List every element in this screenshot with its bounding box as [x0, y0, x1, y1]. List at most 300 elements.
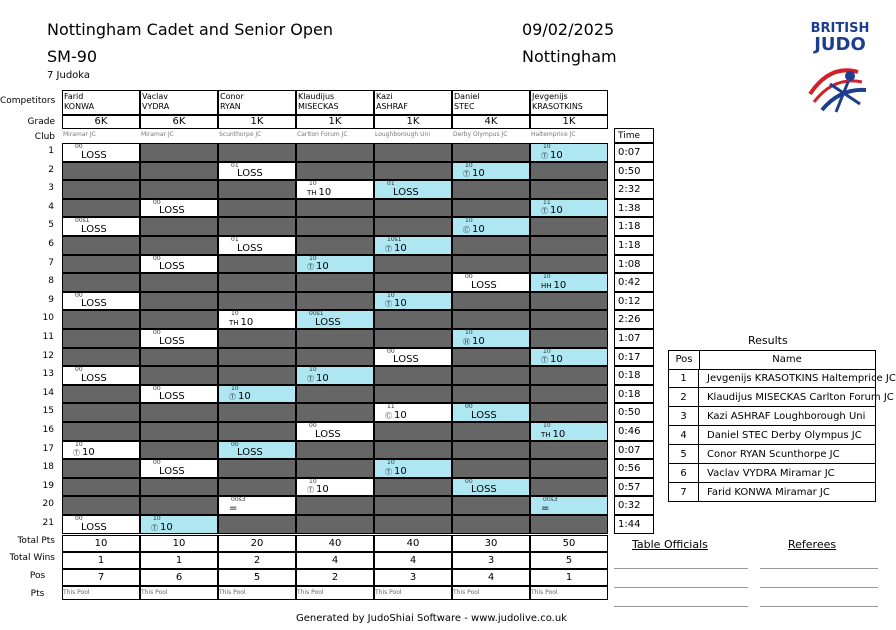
match-result-cell: [530, 273, 608, 292]
match-empty-cell: [374, 496, 452, 515]
match-empty-cell: [452, 180, 530, 199]
grade-cell: 6K: [140, 115, 218, 129]
match-result-cell: [62, 366, 140, 385]
match-empty-cell: [530, 441, 608, 460]
match-result: [81, 522, 107, 533]
match-empty-cell: [452, 459, 530, 478]
official-line-2: [614, 587, 748, 588]
competitor-first-name: Vaclav: [142, 92, 169, 101]
score-detail: 10: [465, 161, 473, 169]
match-result-text: 10: [316, 484, 329, 496]
match-empty-cell: [218, 515, 296, 534]
pts-label: Pts: [30, 589, 45, 599]
score-detail: 11: [387, 403, 395, 411]
match-result-cell: [62, 292, 140, 311]
score-type-icon: Ⓣ: [73, 449, 80, 458]
grade-cell: 1K: [530, 115, 608, 129]
results-pos-header: Pos: [669, 351, 700, 370]
score-detail: 10: [543, 273, 551, 281]
match-empty-cell: [218, 217, 296, 236]
competitor-header: [140, 90, 218, 115]
match-result: [471, 280, 497, 291]
match-result: [159, 466, 185, 477]
match-result-text: 10: [82, 447, 95, 459]
match-empty-cell: [296, 143, 374, 162]
score-detail: 10: [465, 217, 473, 225]
score-detail: 01: [231, 161, 239, 169]
match-result-text: 10: [394, 409, 407, 421]
pool-pts-cell: This Pool: [452, 586, 530, 600]
match-result-cell: [140, 459, 218, 478]
competitor-last-name: MISECKAS: [298, 102, 339, 111]
match-empty-cell: [374, 217, 452, 236]
match-empty-cell: [140, 496, 218, 515]
match-empty-cell: [530, 162, 608, 181]
match-empty-cell: [452, 515, 530, 534]
total-pts-label: Total Pts: [17, 536, 55, 546]
match-time: 0:50: [614, 403, 654, 422]
competitor-last-name: ASHRAF: [376, 102, 408, 111]
score-detail: 10: [231, 310, 239, 318]
match-result-cell: [62, 515, 140, 534]
match-result-text: LOSS: [159, 465, 185, 477]
score-detail: 10: [231, 384, 239, 392]
score-detail: 10: [387, 459, 395, 467]
pool-pts-cell: This Pool: [296, 586, 374, 600]
score-type-icon: Ⓣ: [541, 151, 548, 160]
match-result-cell: [452, 478, 530, 497]
match-result-cell: [452, 273, 530, 292]
match-result: [541, 205, 563, 216]
match-empty-cell: [296, 348, 374, 367]
match-result: [159, 261, 185, 272]
match-result: [237, 243, 263, 254]
match-result: [385, 466, 407, 477]
match-result-cell: [140, 515, 218, 534]
match-empty-cell: [62, 348, 140, 367]
match-result-cell: [530, 422, 608, 441]
match-result-cell: [62, 441, 140, 460]
total-total_pts-cell: 10: [62, 535, 140, 552]
match-result-text: 10: [472, 168, 485, 180]
score-detail: 10: [465, 329, 473, 336]
match-empty-cell: [140, 403, 218, 422]
match-number: 3: [48, 183, 54, 194]
match-empty-cell: [218, 143, 296, 162]
match-empty-cell: [296, 292, 374, 311]
match-time: 0:17: [614, 348, 654, 367]
match-result: [541, 354, 563, 365]
score-type-icon: Ⓣ: [229, 393, 236, 402]
club-name: Loughborough Uni: [375, 131, 430, 138]
score-detail: 10: [75, 440, 83, 448]
match-result: [463, 168, 485, 179]
match-empty-cell: [140, 310, 218, 329]
match-time: 0:57: [614, 478, 654, 497]
table-officials-label: Table Officials: [632, 538, 708, 551]
score-detail: 11: [543, 198, 551, 206]
score-detail: 10: [309, 254, 317, 262]
match-empty-cell: [140, 143, 218, 162]
match-empty-cell: [62, 273, 140, 292]
score-detail: 00: [75, 515, 83, 522]
match-time: 1:08: [614, 255, 654, 274]
match-empty-cell: [140, 366, 218, 385]
match-empty-cell: [140, 292, 218, 311]
match-empty-cell: [530, 385, 608, 404]
pos-label: Pos: [29, 571, 46, 581]
match-result: [393, 187, 419, 198]
match-empty-cell: [62, 496, 140, 515]
competitor-first-name: Daniel: [454, 92, 480, 101]
score-type-icon: TH: [229, 318, 239, 327]
result-pos: 7: [669, 483, 699, 502]
total-wins-label: Total Wins: [9, 553, 55, 563]
match-empty-cell: [530, 515, 608, 534]
match-result-text: LOSS: [393, 354, 419, 366]
match-number: 13: [42, 369, 54, 380]
competitor-last-name: STEC: [454, 102, 475, 111]
result-pos: 6: [669, 464, 699, 483]
match-time: 0:07: [614, 143, 654, 162]
match-result: [159, 391, 185, 402]
match-empty-cell: [296, 441, 374, 460]
competitor-last-name: VYDRA: [142, 102, 170, 111]
match-result: [307, 484, 329, 495]
referees-label: Referees: [788, 538, 837, 551]
match-time: 0:12: [614, 292, 654, 311]
result-name: Kazi ASHRAF Loughborough Uni: [699, 407, 875, 426]
match-empty-cell: [374, 255, 452, 274]
match-number: 8: [48, 276, 54, 287]
match-empty-cell: [62, 385, 140, 404]
match-empty-cell: [296, 199, 374, 218]
match-empty-cell: [218, 180, 296, 199]
match-empty-cell: [62, 422, 140, 441]
match-empty-cell: [62, 403, 140, 422]
score-type-icon: Ⓣ: [541, 207, 548, 216]
match-result-text: 10: [553, 279, 567, 291]
match-time: 2:32: [614, 180, 654, 199]
match-empty-cell: [452, 255, 530, 274]
total-pos-cell: 7: [62, 569, 140, 586]
competitor-last-name: RYAN: [220, 102, 241, 111]
match-result-cell: [296, 422, 374, 441]
match-empty-cell: [374, 515, 452, 534]
match-time: 0:32: [614, 496, 654, 515]
result-name: Conor RYAN Scunthorpe JC: [699, 445, 875, 464]
match-time: 0:50: [614, 162, 654, 181]
match-number: 18: [42, 462, 54, 473]
referee-line-3: [760, 606, 878, 607]
match-result-cell: [140, 329, 218, 348]
match-result: [307, 261, 329, 272]
match-empty-cell: [296, 273, 374, 292]
match-number: 16: [42, 425, 54, 435]
match-number: 19: [42, 480, 54, 491]
grade-cell: 1K: [296, 115, 374, 129]
match-empty-cell: [218, 273, 296, 292]
match-empty-cell: [218, 255, 296, 274]
total-total_pts-cell: 20: [218, 535, 296, 552]
score-type-icon: Ⓣ: [541, 356, 548, 365]
match-result: [229, 317, 253, 328]
match-number: 1: [48, 146, 54, 156]
score-detail: 00s1: [75, 217, 90, 225]
match-result-cell: [452, 329, 530, 348]
score-detail: 00s3: [543, 496, 558, 504]
total-wins-cell: 1: [140, 552, 218, 569]
match-result: [385, 243, 407, 254]
club-name: Scunthorpe JC: [219, 131, 262, 138]
result-name: Klaudijus MISECKAS Carlton Forum JC: [699, 388, 875, 407]
score-detail: 10: [153, 515, 161, 522]
competitor-first-name: Kazi: [376, 92, 393, 101]
logo-text-2: JUDO: [814, 34, 866, 55]
total-pos-cell: 1: [530, 569, 608, 586]
results-name-header: Name: [699, 351, 875, 370]
match-result: [81, 150, 107, 161]
match-result-text: LOSS: [393, 186, 419, 198]
referee-line-2: [760, 587, 878, 588]
match-result-cell: [374, 403, 452, 422]
score-type-icon: Ⓒ: [463, 225, 470, 234]
match-empty-cell: [140, 217, 218, 236]
match-result-text: LOSS: [315, 316, 341, 328]
match-empty-cell: [140, 180, 218, 199]
match-result: [541, 280, 566, 291]
match-result-cell: [296, 366, 374, 385]
total-total_pts-cell: 50: [530, 535, 608, 552]
match-result: [541, 503, 549, 514]
competitor-first-name: Conor: [220, 92, 244, 101]
match-empty-cell: [374, 199, 452, 218]
match-result-text: LOSS: [237, 447, 263, 459]
match-empty-cell: [530, 255, 608, 274]
match-empty-cell: [374, 310, 452, 329]
match-result-text: LOSS: [81, 223, 107, 235]
match-empty-cell: [452, 310, 530, 329]
judoka-count: 7 Judoka: [47, 70, 91, 81]
total-wins-cell: 5: [530, 552, 608, 569]
match-time: 0:18: [614, 385, 654, 404]
match-number: 10: [42, 313, 54, 324]
match-result-cell: [374, 236, 452, 255]
match-time: 1:18: [614, 236, 654, 255]
competitor-header: [218, 90, 296, 115]
match-result: [315, 429, 341, 440]
match-result: [541, 429, 565, 440]
score-detail: 00: [309, 422, 317, 429]
match-result-cell: [140, 385, 218, 404]
match-time: 1:38: [614, 199, 654, 218]
score-detail: 01: [387, 180, 395, 188]
match-result-cell: [140, 255, 218, 274]
competitor-header: [530, 90, 608, 115]
match-result-cell: [218, 496, 296, 515]
total-wins-cell: 1: [62, 552, 140, 569]
score-detail: 00: [465, 477, 473, 485]
match-result-text: 10: [394, 465, 407, 477]
match-result-text: LOSS: [81, 298, 107, 310]
match-empty-cell: [530, 292, 608, 311]
time-header: Time: [618, 131, 641, 141]
match-empty-cell: [296, 329, 374, 348]
results-table: [668, 350, 896, 502]
match-number: 4: [48, 201, 54, 212]
club-name: Miramar JC: [141, 131, 174, 138]
match-result: [81, 298, 107, 309]
match-empty-cell: [452, 366, 530, 385]
total-wins-cell: 2: [218, 552, 296, 569]
match-result-text: 10: [240, 316, 254, 328]
match-empty-cell: [140, 422, 218, 441]
match-empty-cell: [62, 199, 140, 218]
match-number: 20: [42, 499, 54, 510]
match-empty-cell: [218, 459, 296, 478]
match-result-cell: [218, 162, 296, 181]
match-result-text: 10: [394, 242, 407, 254]
score-detail: 00: [387, 347, 395, 355]
time-header-box: [614, 128, 654, 143]
match-result: [541, 150, 563, 161]
competitor-first-name: Jevgenijs: [532, 92, 568, 101]
logo-text-1: BRITISH: [810, 21, 870, 36]
match-number: 5: [48, 220, 54, 231]
match-empty-cell: [62, 329, 140, 348]
match-result-cell: [296, 478, 374, 497]
club-name: Carlton Forum JC: [297, 131, 348, 138]
event-date: 09/02/2025: [522, 20, 615, 39]
result-name: Vaclav VYDRA Miramar JC: [699, 464, 875, 483]
score-type-icon: Ⓣ: [151, 523, 158, 532]
score-detail: 00: [153, 254, 161, 262]
score-type-icon: Ⓣ: [463, 170, 470, 179]
match-result-text: LOSS: [471, 279, 497, 291]
score-type-icon: HH: [541, 281, 552, 290]
match-result-text: 10: [552, 428, 566, 440]
match-empty-cell: [218, 329, 296, 348]
match-empty-cell: [530, 329, 608, 348]
grade-cell: 4K: [452, 115, 530, 129]
match-empty-cell: [218, 348, 296, 367]
match-empty-cell: [218, 422, 296, 441]
score-detail: 10: [543, 143, 551, 150]
club-name: Derby Olympus JC: [453, 131, 508, 138]
result-pos: 4: [669, 426, 699, 445]
match-number: 9: [48, 294, 54, 305]
match-empty-cell: [296, 459, 374, 478]
match-result: [229, 503, 237, 514]
match-empty-cell: [62, 162, 140, 181]
match-empty-cell: [530, 310, 608, 329]
competitors-label: Competitors: [0, 96, 56, 106]
score-detail: 10: [543, 347, 551, 355]
score-detail: 00: [75, 291, 83, 299]
grade-cell: 6K: [62, 115, 140, 129]
match-result-text: =: [541, 502, 550, 514]
match-time: 1:44: [614, 515, 654, 534]
match-result: [73, 447, 95, 458]
match-empty-cell: [452, 422, 530, 441]
match-result: [385, 410, 407, 421]
match-result-text: LOSS: [237, 242, 263, 254]
match-time: 1:07: [614, 329, 654, 348]
score-detail: 10: [309, 180, 317, 188]
match-time: 1:18: [614, 217, 654, 236]
score-type-icon: Ⓣ: [385, 300, 392, 309]
competitor-header: [62, 90, 140, 115]
club-name: Miramar JC: [63, 131, 96, 138]
score-detail: 10: [309, 366, 317, 374]
match-result-text: 10: [472, 223, 485, 235]
total-pos-cell: 2: [296, 569, 374, 586]
match-empty-cell: [140, 348, 218, 367]
competitor-header: [452, 90, 530, 115]
match-result: [229, 391, 251, 402]
score-type-icon: Ⓣ: [385, 244, 392, 253]
pool-pts-cell: This Pool: [140, 586, 218, 600]
match-empty-cell: [374, 329, 452, 348]
match-result: [385, 298, 407, 309]
competitor-last-name: KONWA: [64, 102, 95, 111]
match-result-text: 10: [550, 354, 563, 366]
match-empty-cell: [62, 478, 140, 497]
match-result-cell: [374, 459, 452, 478]
official-line-3: [614, 606, 748, 607]
total-total_pts-cell: 40: [296, 535, 374, 552]
match-empty-cell: [530, 180, 608, 199]
match-result: [237, 168, 263, 179]
match-result-text: 10: [160, 521, 173, 533]
score-type-icon: Ⓣ: [307, 263, 314, 272]
match-number: 15: [42, 406, 54, 417]
score-detail: 00s1: [309, 310, 324, 318]
match-empty-cell: [452, 348, 530, 367]
competitor-last-name: KRASOTKINS: [532, 102, 583, 111]
match-result-cell: [452, 162, 530, 181]
total-pos-cell: 6: [140, 569, 218, 586]
match-result-cell: [62, 143, 140, 162]
competitor-first-name: Klaudijus: [298, 92, 335, 101]
score-type-icon: Ⓣ: [307, 374, 314, 383]
match-result-cell: [374, 348, 452, 367]
match-result: [159, 205, 185, 216]
grade-cell: 1K: [374, 115, 452, 129]
match-empty-cell: [530, 459, 608, 478]
results-title: Results: [748, 334, 788, 347]
match-result-cell: [218, 310, 296, 329]
result-name: Farid KONWA Miramar JC: [699, 483, 875, 502]
match-result: [307, 373, 329, 384]
result-pos: 2: [669, 388, 699, 407]
match-result-text: LOSS: [315, 428, 341, 440]
score-type-icon: Ⓒ: [385, 411, 392, 420]
score-detail: 00s3: [231, 496, 246, 504]
match-time: 0:56: [614, 459, 654, 478]
match-result-text: 10: [316, 261, 329, 273]
result-pos: 3: [669, 407, 699, 426]
match-empty-cell: [296, 385, 374, 404]
match-result-cell: [452, 403, 530, 422]
match-result: [471, 484, 497, 495]
match-number: 21: [42, 518, 54, 528]
match-empty-cell: [452, 236, 530, 255]
match-result-cell: [530, 199, 608, 218]
match-result-text: LOSS: [237, 168, 263, 180]
match-empty-cell: [296, 403, 374, 422]
match-result-text: LOSS: [81, 149, 107, 161]
